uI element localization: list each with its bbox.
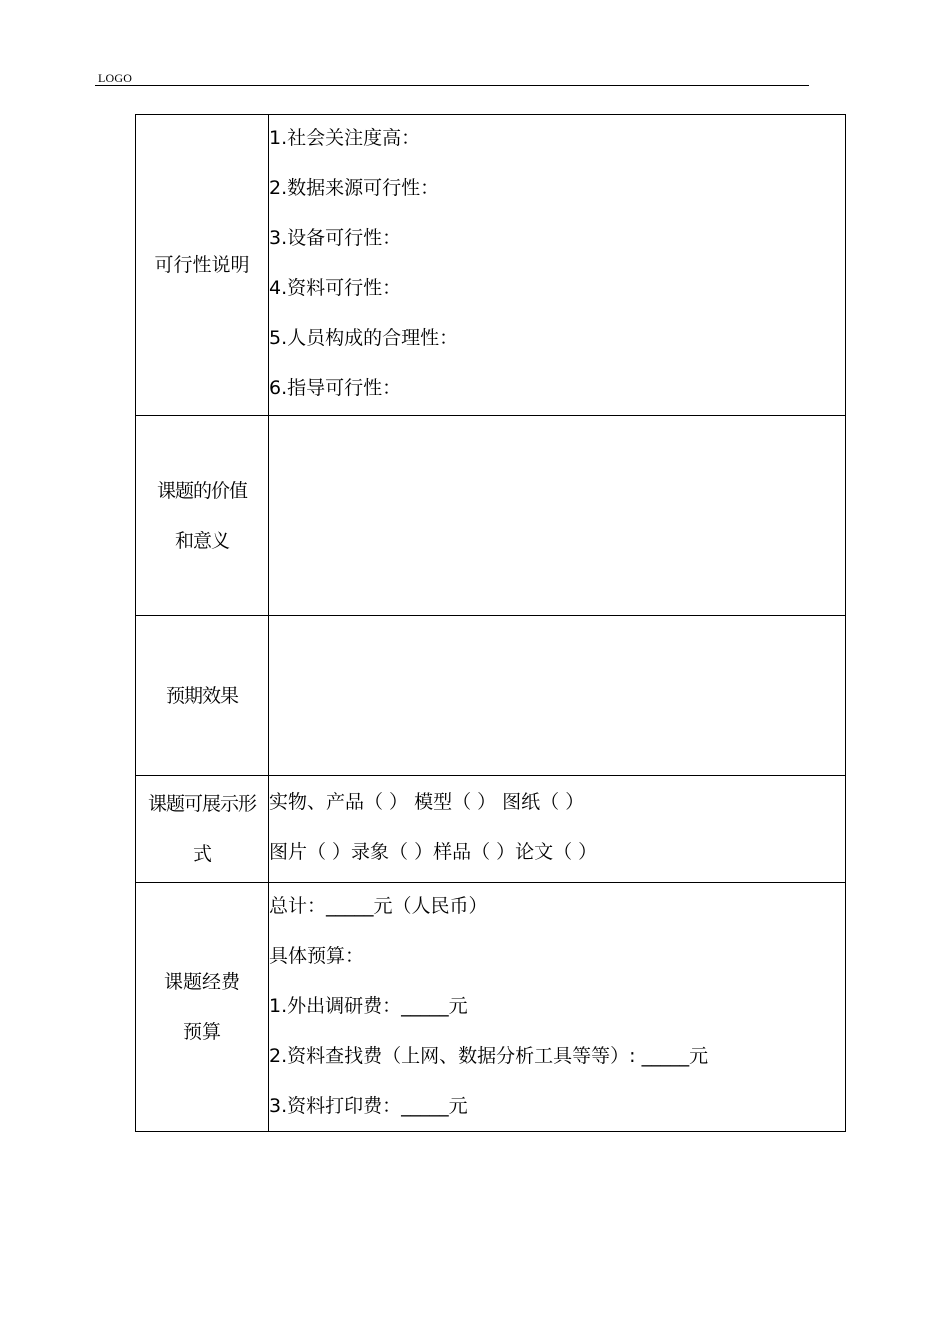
budget-item: 1.外出调研费：_____元 <box>269 994 468 1017</box>
budget-item: 具体预算： <box>269 944 365 967</box>
display-form-label <box>136 776 269 883</box>
value-label-line2: 和意义 <box>174 529 229 552</box>
budget-item: 总计：_____元（人民币） <box>269 894 488 917</box>
feasibility-label: 可行性说明 <box>136 115 269 416</box>
budget-item: 2.资料查找费（上网、数据分析工具等等）: _____元 <box>269 1044 709 1067</box>
display-form-content <box>269 776 846 883</box>
budget-label-line2: 预算 <box>182 1021 221 1043</box>
proposal-form-table <box>135 114 846 1132</box>
budget-content <box>269 883 846 1132</box>
value-content[interactable] <box>269 416 846 616</box>
value-label-line1: 课题的价值 <box>156 479 247 502</box>
display-form-label-line1: 课题可展示形 <box>147 793 256 815</box>
display-options-line: 实物、产品（ ） 模型（ ） 图纸（ ） <box>269 791 585 813</box>
feasibility-item: 4.资料可行性： <box>269 277 402 299</box>
header-rule <box>95 85 809 86</box>
effect-content[interactable] <box>269 616 846 776</box>
display-form-row <box>136 776 846 883</box>
value-label <box>136 416 269 616</box>
feasibility-row <box>136 115 846 416</box>
feasibility-item: 3.设备可行性： <box>269 227 402 249</box>
budget-item: 3.资料打印费：_____元 <box>269 1094 468 1117</box>
feasibility-content <box>269 115 846 416</box>
display-form-label-line2: 式 <box>192 843 211 865</box>
budget-row <box>136 883 846 1132</box>
feasibility-item: 5.人员构成的合理性： <box>269 327 459 349</box>
feasibility-item: 6.指导可行性： <box>269 377 402 399</box>
display-options-line: 图片（ ）录象（ ）样品（ ）论文（ ） <box>269 841 598 863</box>
effect-label: 预期效果 <box>136 616 269 776</box>
feasibility-item: 2.数据来源可行性： <box>269 177 440 199</box>
budget-label-line1: 课题经费 <box>163 971 240 993</box>
budget-label <box>136 883 269 1132</box>
effect-row <box>136 616 846 776</box>
feasibility-item: 1.社会关注度高： <box>269 127 421 149</box>
value-row <box>136 416 846 616</box>
header-logo: LOGO <box>98 71 133 85</box>
